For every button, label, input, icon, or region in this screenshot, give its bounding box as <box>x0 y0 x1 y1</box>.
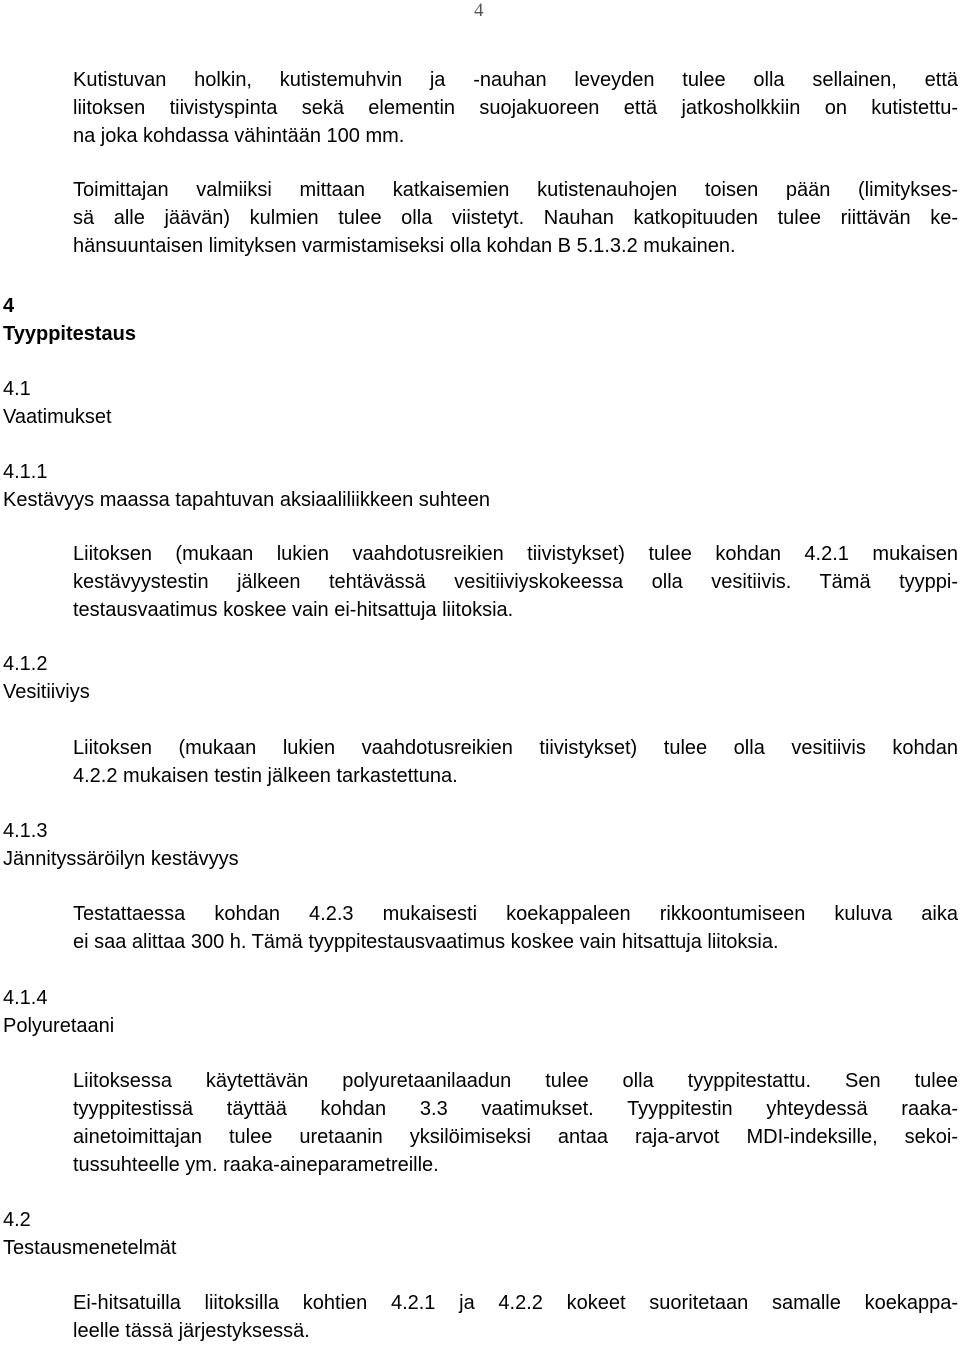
paragraph-kestavyys <box>73 540 958 624</box>
text-line: kestävyystestin jälkeen tehtävässä vesitiiviyskokeessa olla vesitiivis. Tämä tyyppi- <box>73 571 958 593</box>
section-heading-4-1 <box>3 375 112 431</box>
text-line: liitoksen tiivistyspinta sekä elementin suojakuoreen että jatkosholkkiin on kutistettu- <box>73 97 958 119</box>
paragraph-testausmenetelmat <box>73 1289 958 1345</box>
paragraph-holkin-leveys <box>73 66 958 150</box>
section-heading-4-2 <box>3 1206 176 1262</box>
text-line: tyyppitestissä täyttää kohdan 3.3 vaatimukset. Tyyppitestin yhteydessä raaka- <box>73 1098 958 1120</box>
section-heading-4-1-4 <box>3 984 114 1040</box>
page-number: 4 <box>474 0 484 21</box>
section-title: Jännityssäröilyn kestävyys <box>3 848 239 870</box>
text-line: leelle tässä järjestyksessä. <box>73 1320 310 1342</box>
paragraph-vesitiiviys <box>73 734 958 790</box>
text-line: sä alle jäävän) kulmien tulee olla viistetyt. Nauhan katkopituuden tulee riittävän ke- <box>73 207 958 229</box>
section-number: 4.1.2 <box>3 653 48 675</box>
section-number: 4 <box>3 295 15 317</box>
section-heading-4-1-3 <box>3 817 239 873</box>
text-line: testausvaatimus koskee vain ei-hitsattuja liitoksia. <box>73 599 514 621</box>
section-number: 4.1.3 <box>3 820 48 842</box>
section-title: Vaatimukset <box>3 406 112 428</box>
section-heading-4-1-2 <box>3 650 90 706</box>
text-line: ei saa alittaa 300 h. Tämä tyyppitestausvaatimus koskee vain hitsattuja liitoksia. <box>73 931 779 953</box>
section-title: Kestävyys maassa tapahtuvan aksiaaliliikkeen suhteen <box>3 489 490 511</box>
text-line: Toimittajan valmiiksi mittaan katkaisemien kutistenauhojen toisen pään (limitykses- <box>73 179 958 201</box>
section-number: 4.1.1 <box>3 461 48 483</box>
text-line: Kutistuvan holkin, kutistemuhvin ja -nauhan leveyden tulee olla sellainen, että <box>73 69 958 91</box>
section-title: Vesitiiviys <box>3 681 90 703</box>
text-line: tussuhteelle ym. raaka-aineparametreille. <box>73 1154 439 1176</box>
text-line: Liitoksen (mukaan lukien vaahdotusreikien tiivistykset) tulee kohdan 4.2.1 mukaisen <box>73 543 958 565</box>
section-title: Testausmenetelmät <box>3 1237 177 1259</box>
section-heading-4 <box>3 292 136 348</box>
text-line: Testattaessa kohdan 4.2.3 mukaisesti koekappaleen rikkoontumiseen kuluva aika <box>73 903 958 925</box>
section-title: Tyyppitestaus <box>3 323 136 345</box>
paragraph-kutistenauhat <box>73 176 958 260</box>
text-line: hänsuuntaisen limityksen varmistamiseksi olla kohdan B 5.1.3.2 mukainen. <box>73 235 736 257</box>
text-line: ainetoimittajan tulee uretaanin yksilöimiseksi antaa raja-arvot MDI-indeksille, sekoi- <box>73 1126 958 1148</box>
text-line: 4.2.2 mukaisen testin jälkeen tarkastettuna. <box>73 765 458 787</box>
text-line: Liitoksessa käytettävän polyuretaanilaadun tulee olla tyyppitestattu. Sen tulee <box>73 1070 958 1092</box>
section-heading-4-1-1 <box>3 458 490 514</box>
text-line: Liitoksen (mukaan lukien vaahdotusreikien tiivistykset) tulee olla vesitiivis kohdan <box>73 737 958 759</box>
section-number: 4.1.4 <box>3 987 48 1009</box>
section-title: Polyuretaani <box>3 1015 115 1037</box>
section-number: 4.1 <box>3 378 31 400</box>
text-line: Ei-hitsatuilla liitoksilla kohtien 4.2.1 ja 4.2.2 kokeet suoritetaan samalle koekappa- <box>73 1292 958 1314</box>
paragraph-jannityssaroily <box>73 900 958 956</box>
section-number: 4.2 <box>3 1209 31 1231</box>
text-line: na joka kohdassa vähintään 100 mm. <box>73 125 405 147</box>
paragraph-polyuretaani <box>73 1067 958 1179</box>
